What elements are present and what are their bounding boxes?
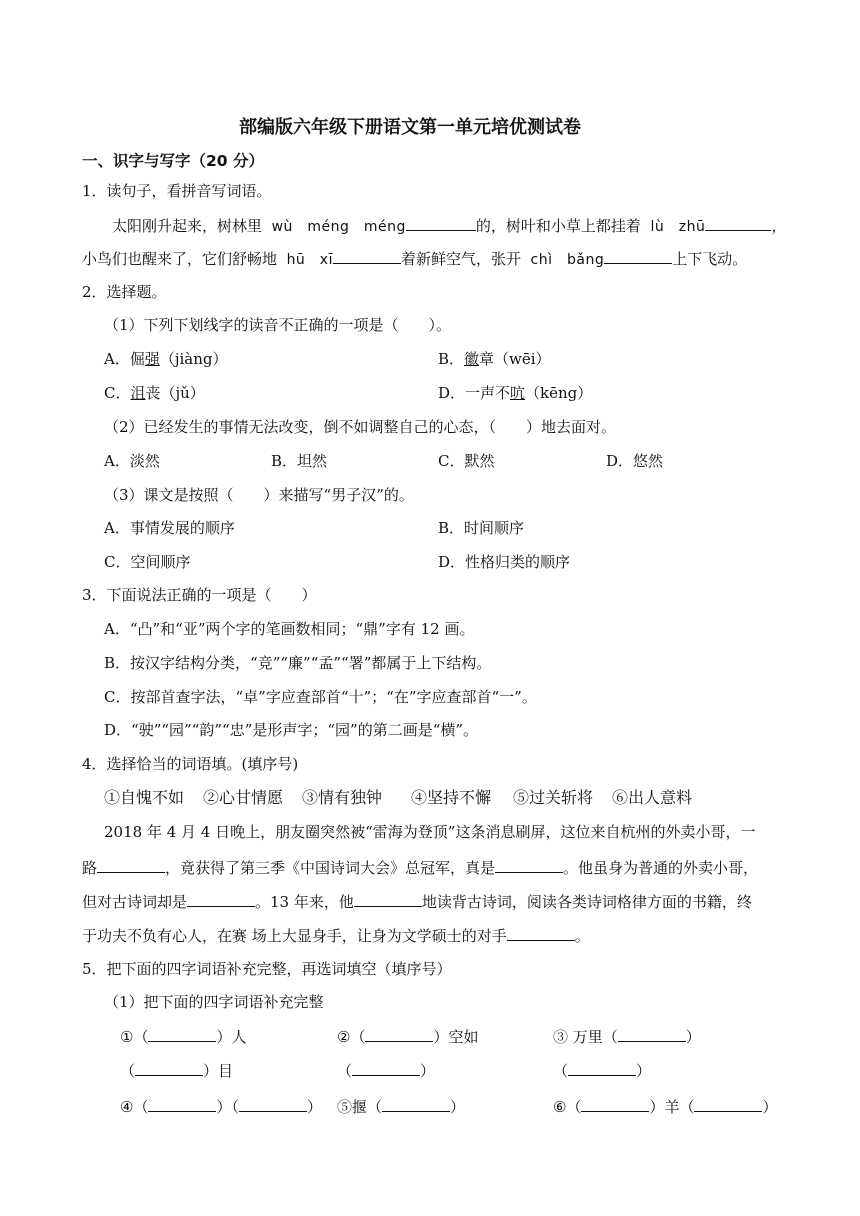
option-b[interactable]: B．时间顺序 (438, 519, 525, 537)
underlined-char: 强 (144, 350, 160, 368)
answer-blank[interactable] (694, 1096, 762, 1112)
text: 地读背古诗词，阅读各类诗词格律方面的书籍，终 (421, 893, 752, 911)
text: 路 (82, 859, 98, 877)
answer-blank[interactable] (382, 1096, 450, 1112)
passage-line-1: 2018 年 4 月 4 日晚上，朋友圈突然被“雷海为登顶”这条消息刷屏，这位来自杭州的外卖小哥，一 (104, 823, 756, 841)
question-5-heading: 5．把下面的四字词语补充完整，再选词填空（填序号） (82, 960, 452, 978)
word-option: ③情有独钟 (302, 788, 383, 807)
option-text: B． (438, 350, 465, 368)
option-c[interactable]: C．空间顺序 (104, 553, 191, 571)
option-a[interactable]: A．“凸”和“亚”两个字的笔画数相同；“鼎”字有 12 画。 (104, 620, 475, 638)
text: ）人 (216, 1028, 247, 1046)
text: ⑤揠（ (337, 1098, 383, 1116)
text: ②（ (337, 1028, 366, 1046)
text: 小鸟们也醒来了，它们舒畅地 (82, 250, 278, 268)
underlined-char: 徽 (464, 350, 480, 368)
text: ，竟获得了第三季《中国诗词大会》总冠军，真是 (165, 859, 496, 877)
answer-blank[interactable] (581, 1096, 649, 1112)
option-c[interactable] (104, 383, 205, 403)
pinyin: lù zhū (650, 219, 706, 235)
passage-line-3 (82, 891, 752, 912)
text: ） (636, 1062, 652, 1080)
passage-line-4 (82, 925, 590, 946)
pinyin: hū xī (286, 252, 333, 268)
option-a[interactable]: A．事情发展的顺序 (104, 519, 235, 537)
option-b[interactable]: B．坦然 (271, 452, 328, 470)
text: ） (306, 1098, 322, 1116)
passage-line-2 (82, 857, 758, 878)
answer-blank[interactable] (495, 857, 563, 873)
text: ） (685, 1028, 701, 1046)
option-d[interactable]: D．性格归类的顺序 (438, 553, 571, 571)
text: 但对古诗词却是 (82, 893, 188, 911)
page-title: 部编版六年级下册语文第一单元培优测试卷 (239, 117, 581, 138)
idiom-5 (337, 1060, 435, 1081)
word-option: ①自愧不如 (104, 788, 185, 807)
answer-blank[interactable] (705, 215, 771, 231)
text: 上下飞动。 (672, 250, 748, 268)
idiom-1 (120, 1026, 246, 1047)
question-2-2-stem: （2）已经发生的事情无法改变，倒不如调整自己的心态，（ ）地去面对。 (104, 418, 617, 436)
idiom-7 (120, 1096, 322, 1117)
answer-blank[interactable] (239, 1096, 307, 1112)
text: 于功夫不负有心人，在赛 场上大显身手，让身为文学硕士的对手 (82, 927, 507, 945)
text: ） (450, 1098, 466, 1116)
question-4-heading: 4．选择恰当的词语填。(填序号) (82, 755, 299, 773)
question-2-heading: 2．选择题。 (82, 283, 167, 301)
text: ①（ (120, 1028, 149, 1046)
answer-blank[interactable] (333, 248, 401, 264)
answer-blank[interactable] (148, 1026, 216, 1042)
question-1-heading: 1．读句子，看拼音写词语。 (82, 182, 272, 200)
word-option: ②心甘情愿 (203, 788, 284, 807)
pinyin: chì bǎng (530, 252, 605, 268)
answer-blank[interactable] (507, 925, 575, 941)
text: 。 (574, 927, 590, 945)
answer-blank[interactable] (352, 1060, 420, 1076)
text: ③ 万里（ (553, 1028, 618, 1046)
text: 太阳刚升起来，树林里 (112, 217, 263, 235)
idiom-2 (337, 1026, 478, 1047)
idiom-8 (337, 1096, 465, 1117)
text: ） (762, 1098, 778, 1116)
question-2-3-stem: （3）课文是按照（ ）来描写“男子汉”的。 (104, 486, 414, 504)
option-text: D．一声不 (438, 384, 511, 402)
text: ）羊（ (649, 1098, 695, 1116)
answer-blank[interactable] (618, 1026, 686, 1042)
option-d[interactable] (438, 383, 592, 403)
underlined-char: 沮 (130, 384, 146, 402)
option-text: （kēng） (525, 384, 593, 402)
text: ， (771, 217, 787, 235)
option-b[interactable]: B．按汉字结构分类，“竞”“廉”“孟”“署”都属于上下结构。 (104, 654, 492, 672)
pinyin: wù méng méng (271, 219, 406, 235)
question-1-line-1 (112, 215, 786, 237)
question-1-line-2 (82, 248, 747, 270)
text: （ (120, 1062, 136, 1080)
text: （ (337, 1062, 353, 1080)
answer-blank[interactable] (568, 1060, 636, 1076)
text: ）目 (203, 1062, 234, 1080)
question-3-heading: 3．下面说法正确的一项是（ ） (82, 586, 317, 604)
option-a[interactable]: A．淡然 (104, 452, 160, 470)
word-option: ⑥出人意料 (612, 788, 693, 807)
option-text: C． (104, 384, 131, 402)
underlined-char: 吭 (510, 384, 526, 402)
text: ④（ (120, 1098, 149, 1116)
option-text: 章（wēi） (479, 350, 551, 368)
answer-blank[interactable] (354, 891, 422, 907)
answer-blank[interactable] (406, 215, 476, 231)
section-heading: 一、识字与写字（20 分） (82, 152, 264, 170)
text: ）空如 (433, 1028, 479, 1046)
answer-blank[interactable] (187, 891, 255, 907)
option-text: A．倔 (104, 350, 145, 368)
option-a[interactable] (104, 349, 228, 369)
option-b[interactable] (438, 349, 551, 369)
text: ） (420, 1062, 436, 1080)
text: 。他虽身为普通的外卖小哥， (563, 859, 759, 877)
answer-blank[interactable] (135, 1060, 203, 1076)
idiom-4 (120, 1060, 233, 1081)
question-2-1-stem: （1）下列下划线字的读音不正确的一项是（ ）。 (104, 316, 452, 334)
option-text: （jiàng） (159, 350, 228, 368)
answer-blank[interactable] (604, 248, 672, 264)
question-5-1-stem: （1）把下面的四字词语补充完整 (104, 993, 324, 1011)
option-text: 丧（jǔ） (145, 384, 205, 402)
text: ）（ (216, 1098, 239, 1116)
word-option: ④坚持不懈 (411, 788, 492, 807)
option-c[interactable]: C．默然 (438, 452, 495, 470)
idiom-9 (553, 1096, 777, 1117)
option-c[interactable]: C．按部首查字法，“卓”字应查部首“十”；“在”字应查部首“一”。 (104, 688, 537, 706)
answer-blank[interactable] (97, 857, 165, 873)
option-d[interactable]: D．“驶”“园”“韵”“忠”是形声字；“园”的第二画是“横”。 (104, 721, 479, 739)
answer-blank[interactable] (148, 1096, 216, 1112)
answer-blank[interactable] (365, 1026, 433, 1042)
text: ⑥（ (553, 1098, 582, 1116)
idiom-3 (553, 1026, 701, 1047)
word-option: ⑤过关斩将 (513, 788, 594, 807)
text: 着新鲜空气，张开 (400, 250, 521, 268)
idiom-6 (553, 1060, 651, 1081)
option-d[interactable]: D．悠然 (606, 452, 664, 470)
text: 。13 年来，他 (255, 893, 354, 911)
text: 的，树叶和小草上都挂着 (475, 217, 641, 235)
text: （ (553, 1062, 569, 1080)
